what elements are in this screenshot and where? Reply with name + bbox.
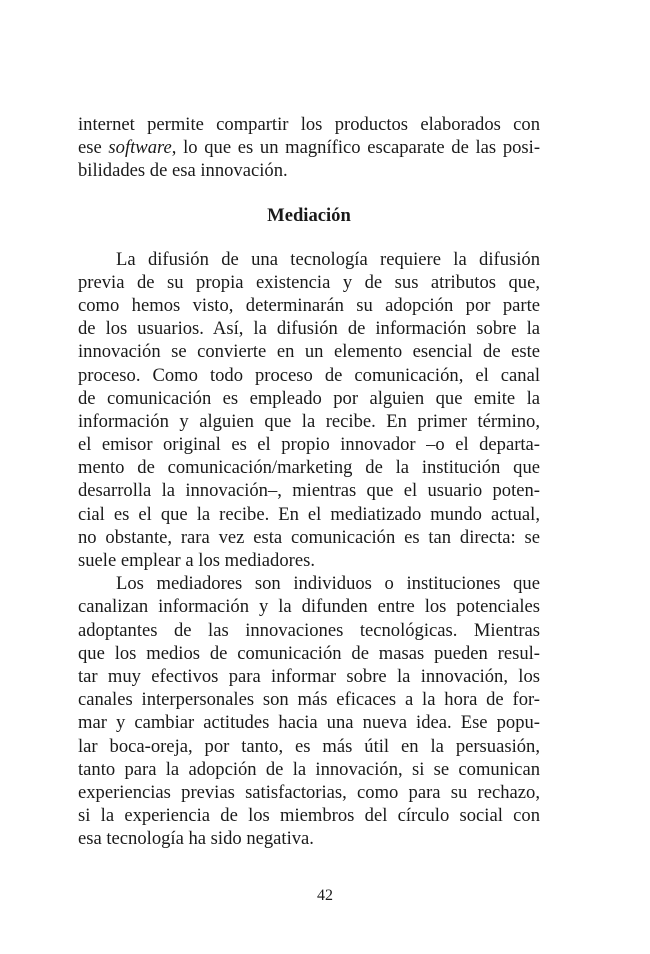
text-line: adoptantes de las innovaciones tecnológicas. Mientras [78, 619, 540, 641]
text-line: proceso. Como todo proceso de comunicación, el canal [78, 364, 540, 386]
page-body [78, 113, 540, 850]
text-line: de los usuarios. Así, la difusión de información sobre la [78, 318, 540, 340]
text-line: suele emplear a los mediadores. [78, 550, 315, 571]
text-line: el emisor original es el propio innovador –o el departa- [78, 434, 540, 456]
text-line: La difusión de una tecnología requiere la difusión [116, 248, 540, 270]
text-line: tar muy efectivos para informar sobre la innovación, los [78, 665, 540, 687]
paragraph-2 [78, 572, 540, 850]
text-line: canales interpersonales son más eficaces a la hora de for- [78, 689, 540, 711]
text-segment: ese [78, 137, 109, 159]
text-line: desarrolla la innovación–, mientras que el usuario poten- [78, 480, 540, 502]
text-line: canalizan información y la difunden entre los potenciales [78, 596, 540, 618]
italic-term: software [108, 137, 172, 159]
text-line [78, 113, 540, 136]
text-line: tanto para la adopción de la innovación, si se comunican [78, 758, 540, 780]
text-line: si la experiencia de los miembros del círculo social con [78, 805, 540, 827]
text-line: Los mediadores son individuos o instituciones que [116, 573, 540, 595]
text-line [78, 159, 540, 182]
text-line: mento de comunicación/marketing de la institución que [78, 457, 540, 479]
text-line: esa tecnología ha sido negativa. [78, 828, 314, 850]
paragraph-1 [78, 248, 540, 573]
text-line: lar boca-oreja, por tanto, es más útil en la persuasión, [78, 735, 540, 757]
section-heading: Mediación [267, 204, 351, 226]
text-line [78, 136, 540, 159]
text-segment: , lo que es un magnífico escaparate de las posi- [171, 137, 541, 159]
text-line: previa de su propia existencia y de sus atributos que, [78, 271, 540, 293]
text-line: no obstante, rara vez esta comunicación es tan directa: se [78, 526, 540, 548]
page-number: 42 [317, 887, 333, 904]
text-line: de comunicación es empleado por alguien que emite la [78, 387, 540, 409]
text-line: mar y cambiar actitudes hacia una nueva idea. Ese popu- [78, 712, 540, 734]
text-line: que los medios de comunicación de masas pueden resul- [78, 642, 540, 664]
text-line: experiencias previas satisfactorias, como para su rechazo, [78, 781, 540, 803]
top-paragraph [78, 113, 540, 183]
text-line: como hemos visto, determinarán su adopción por parte [78, 294, 540, 316]
text-line: cial es el que la recibe. En el mediatizado mundo actual, [78, 503, 540, 525]
text-segment: bilidades de esa innovación. [78, 160, 288, 182]
text-segment: internet permite compartir los productos elaborados con [78, 114, 540, 135]
text-line: información y alguien que la recibe. En primer término, [78, 410, 540, 432]
text-line: innovación se convierte en un elemento esencial de este [78, 341, 540, 363]
